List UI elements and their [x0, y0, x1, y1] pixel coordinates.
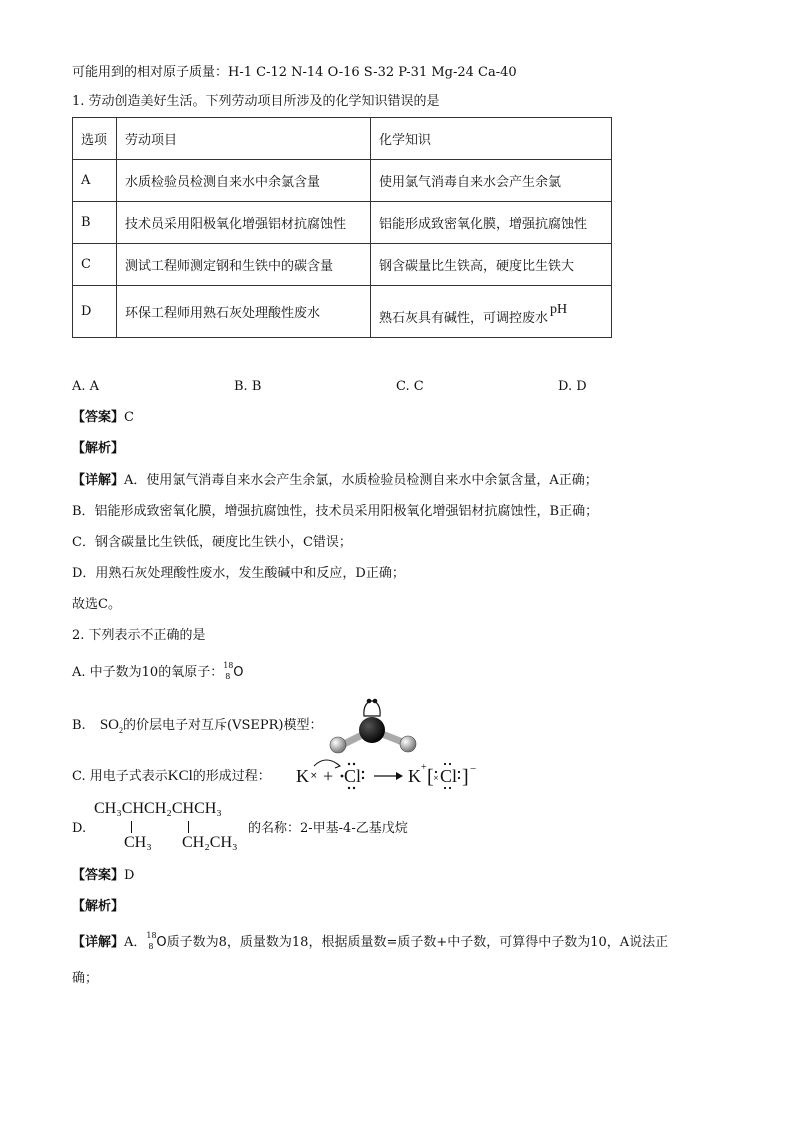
formula-main: SO	[99, 717, 120, 733]
mass-number: 18	[146, 930, 157, 940]
svg-text:]: ]	[462, 766, 469, 788]
atomic-mass-line: 可能用到的相对原子质量：H-1 C-12 N-14 O-16 S-32 P-31 Mg-24 Ca-40	[72, 65, 517, 80]
positive-charge: +	[421, 762, 427, 773]
oxygen-atom	[330, 737, 346, 753]
vsepr-model	[322, 688, 422, 758]
atomic-number: 8	[225, 671, 231, 681]
table-cell-knowledge: 钢含碳量比生铁高，硬度比生铁大	[371, 244, 612, 286]
table-header-cell: 劳动项目	[117, 118, 371, 160]
q1-conclusion: 故选C。	[72, 597, 121, 612]
potassium-symbol: K	[296, 766, 309, 786]
svg-text:×: ×	[433, 774, 439, 782]
q2-title: 2. 下列表示不正确的是	[72, 628, 206, 643]
lone-pair-lobe	[364, 701, 380, 716]
table-header-cell: 选项	[73, 118, 117, 160]
answer-label: 【答案】	[72, 410, 125, 425]
q2-detail-line	[72, 930, 669, 952]
detail-prefix: A．	[124, 935, 147, 950]
table-row	[73, 160, 612, 202]
electron-dot-diagram	[290, 752, 490, 796]
option-a-text: A. 中子数为10的氧原子：	[72, 665, 224, 680]
detail-text: 质子数为8，质量数为18，根据质量数=质子数+中子数，可算得中子数为10，A说法正	[166, 935, 669, 950]
option-c-text: C. 用电子式表示	[72, 769, 168, 784]
kcl-formula: KCl	[167, 768, 193, 784]
q2-analysis-label: 【解析】	[72, 899, 125, 914]
table-row	[73, 286, 612, 338]
methyl-branch: CH₃	[124, 834, 152, 851]
choice-a: A. A	[72, 379, 100, 394]
potassium-ion-symbol: K	[408, 766, 421, 786]
branch-bond	[188, 821, 189, 833]
q1-table	[72, 117, 612, 338]
q2-option-b	[72, 716, 322, 740]
structural-formula	[94, 800, 244, 856]
main-chain: CH₃CHCH₂CHCH₃	[94, 800, 222, 817]
q1-detail-line	[72, 472, 598, 490]
ph-symbol: pH	[550, 301, 568, 317]
q2-option-d-text: 的名称：2-甲基-4-乙基戊烷	[248, 821, 408, 836]
element-symbol: O	[233, 665, 244, 680]
atomic-number: 8	[148, 941, 154, 951]
detail-label: 【详解】	[72, 935, 125, 950]
q1-detail-line: C．钢含碳量比生铁低，硬度比生铁小，C错误；	[72, 535, 352, 550]
table-cell-knowledge: 使用氯气消毒自来水会产生余氯	[371, 160, 612, 202]
element-symbol: O	[156, 935, 167, 950]
detail-text: A．使用氯气消毒自来水会产生余氯，水质检验员检测自来水中余氯含量，A正确；	[124, 473, 598, 488]
option-b-label: B.	[72, 718, 86, 733]
table-header-row	[73, 118, 612, 160]
negative-charge: −	[470, 763, 477, 775]
choice-c: C. C	[396, 379, 424, 394]
choice-b: B. B	[234, 379, 262, 394]
isotope-notation	[223, 660, 234, 681]
ethyl-branch: CH₂CH₃	[182, 834, 238, 851]
table-cell-labor: 环保工程师用熟石灰处理酸性废水	[117, 286, 371, 338]
knowledge-text: 熟石灰具有碱性，可调控废水	[379, 310, 549, 326]
option-b-text: 的价层电子对互斥(VSEPR)模型：	[123, 718, 323, 733]
formula-subscript: 2	[119, 726, 124, 735]
chloride-symbol: Cl	[440, 766, 458, 786]
option-c-text-2: 的形成过程：	[192, 769, 271, 784]
q2-option-a	[72, 660, 244, 682]
sulfur-atom	[359, 717, 385, 743]
table-row	[73, 202, 612, 244]
q1-answer	[72, 409, 134, 427]
isotope-notation	[146, 930, 157, 951]
so2-formula	[100, 717, 123, 733]
oxygen-atom	[400, 736, 416, 752]
chlorine-symbol: Cl	[344, 766, 362, 786]
table-cell-knowledge: 铝能形成致密氧化膜，增强抗腐蚀性	[371, 202, 612, 244]
table-cell-labor: 水质检验员检测自来水中余氯含量	[117, 160, 371, 202]
plus-sign: +	[323, 766, 334, 786]
table-cell-labor: 测试工程师测定钢和生铁中的碳含量	[117, 244, 371, 286]
svg-text:×: ×	[310, 771, 318, 781]
table-cell-labor: 技术员采用阳极氧化增强铝材抗腐蚀性	[117, 202, 371, 244]
answer-value: C	[124, 410, 134, 425]
mass-number: 18	[223, 660, 234, 670]
choice-d: D. D	[558, 379, 587, 394]
table-row	[73, 244, 612, 286]
table-cell-option: C	[73, 244, 117, 286]
detail-label: 【详解】	[72, 473, 125, 488]
q2-option-d-label: D.	[72, 821, 87, 836]
q2-option-c	[72, 767, 271, 786]
q1-title: 1. 劳动创造美好生活。下列劳动项目所涉及的化学知识错误的是	[72, 94, 440, 109]
q1-detail-line: B．铝能形成致密氧化膜，增强抗腐蚀性，技术员采用阳极氧化增强铝材抗腐蚀性，B正确；	[72, 504, 599, 519]
branch-bond	[131, 821, 132, 833]
svg-text:[: [	[427, 766, 434, 788]
table-header-cell: 化学知识	[371, 118, 612, 160]
table-cell-option: D	[73, 286, 117, 338]
answer-label: 【答案】	[72, 868, 125, 883]
q2-detail-line: 确；	[72, 971, 99, 986]
table-cell-knowledge	[371, 286, 612, 338]
q1-detail-line: D．用熟石灰处理酸性废水，发生酸碱中和反应，D正确；	[72, 566, 405, 581]
q2-answer	[72, 867, 134, 885]
answer-value: D	[124, 868, 135, 883]
table-cell-option: B	[73, 202, 117, 244]
q1-analysis-label: 【解析】	[72, 441, 125, 456]
table-cell-option: A	[73, 160, 117, 202]
